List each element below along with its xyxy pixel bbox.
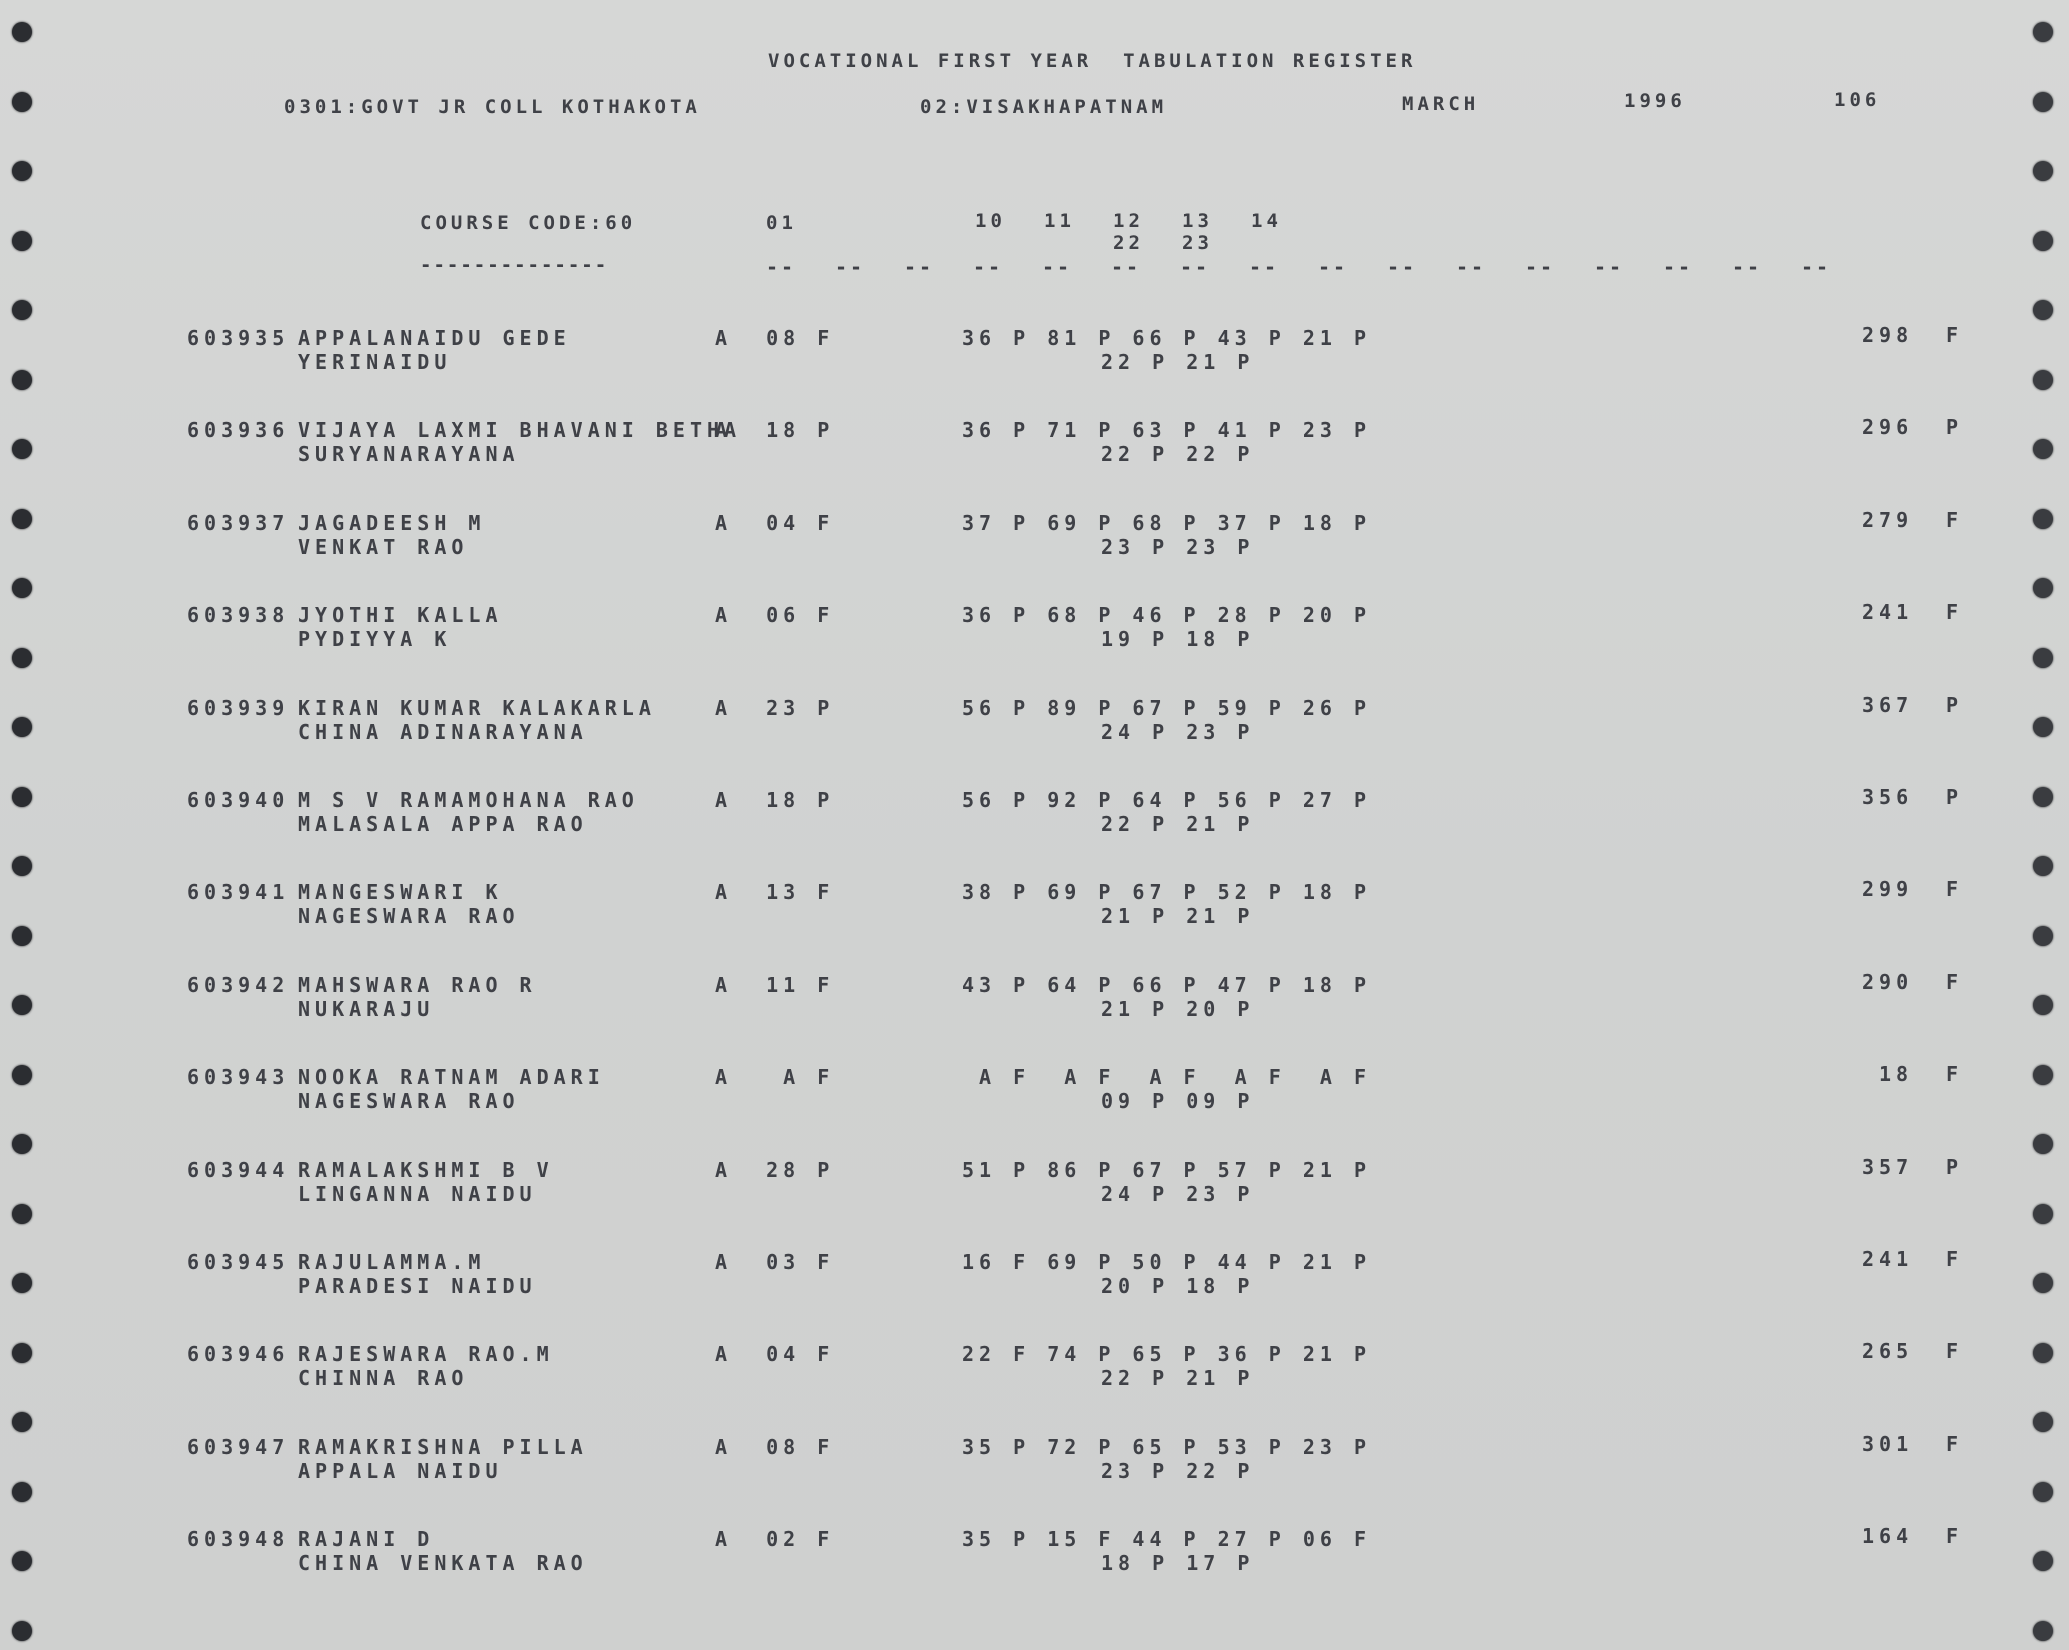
- student-name: APPALANAIDU GEDE: [298, 326, 571, 350]
- student-name: MANGESWARI K: [298, 880, 503, 905]
- column-dash: --: [1525, 255, 1556, 279]
- total-marks: 290: [1862, 969, 1914, 994]
- subject-marks: 16 F 69 P 50 P 44 P 21 P: [962, 1250, 1371, 1274]
- subject-01-mark: A 08 F: [715, 1434, 835, 1459]
- student-name: M S V RAMAMOHANA RAO: [298, 788, 639, 812]
- subject-sub-marks: 21 P 20 P: [1101, 996, 1255, 1021]
- tractor-hole: [12, 1343, 32, 1363]
- subject-sub-marks: 23 P 22 P: [1101, 1458, 1255, 1483]
- subject-marks: 36 P 68 P 46 P 28 P 20 P: [962, 603, 1371, 628]
- tractor-hole: [2033, 648, 2053, 668]
- subject-01-mark: A A F: [715, 1065, 835, 1090]
- student-name: RAJESWARA RAO.M: [298, 1342, 554, 1367]
- roll-number: 603944: [187, 1157, 290, 1182]
- right-tractor-holes: [2021, 0, 2061, 1650]
- tractor-hole: [12, 787, 32, 807]
- column-dash: --: [1180, 255, 1211, 279]
- tractor-hole: [12, 1412, 32, 1432]
- register-title: VOCATIONAL FIRST YEAR TABULATION REGISTER: [768, 50, 1417, 72]
- column-23: 23: [1182, 232, 1213, 254]
- result: P: [1946, 1154, 1964, 1179]
- father-name: YERINAIDU: [298, 350, 452, 374]
- father-name: VENKAT RAO: [298, 534, 469, 559]
- result: F: [1946, 877, 1964, 902]
- tractor-hole: [12, 995, 32, 1015]
- total-marks: 298: [1862, 323, 1914, 347]
- column-dash: --: [1801, 255, 1832, 279]
- column-dash: --: [766, 255, 797, 279]
- roll-number: 603946: [187, 1342, 290, 1367]
- tractor-hole: [12, 1551, 32, 1571]
- father-name: NAGESWARA RAO: [298, 1089, 520, 1114]
- total-marks: 241: [1862, 600, 1914, 625]
- total-marks: 265: [1862, 1339, 1914, 1364]
- column-12: 12: [1113, 210, 1144, 232]
- roll-number: 603935: [187, 326, 290, 350]
- result: P: [1946, 415, 1964, 440]
- total-marks: 301: [1862, 1431, 1914, 1456]
- column-14: 14: [1251, 210, 1282, 232]
- roll-number: 603942: [187, 972, 290, 997]
- subject-01-mark: A 13 F: [715, 880, 835, 905]
- subject-01-mark: A 23 P: [715, 695, 835, 720]
- roll-number: 603945: [187, 1250, 290, 1274]
- tractor-hole: [12, 1204, 32, 1224]
- tractor-hole: [12, 856, 32, 876]
- tractor-hole: [12, 161, 32, 181]
- roll-number: 603939: [187, 695, 290, 720]
- student-name: JAGADEESH M: [298, 510, 486, 535]
- student-name: RAMALAKSHMI B V: [298, 1157, 554, 1182]
- father-name: PYDIYYA K: [298, 627, 452, 652]
- course-code-label: COURSE CODE:60: [420, 212, 637, 234]
- column-22: 22: [1113, 232, 1144, 254]
- total-marks: 296: [1862, 415, 1914, 440]
- subject-sub-marks: 18 P 17 P: [1101, 1551, 1255, 1576]
- roll-number: 603947: [187, 1434, 290, 1459]
- column-13: 13: [1182, 210, 1213, 232]
- tractor-hole: [2033, 1343, 2053, 1363]
- subject-01-mark: A 28 P: [715, 1157, 835, 1182]
- student-name: KIRAN KUMAR KALAKARLA: [298, 695, 656, 720]
- column-dash: --: [973, 255, 1004, 279]
- total-marks: 357: [1862, 1154, 1914, 1179]
- result: F: [1946, 1431, 1964, 1456]
- exam-month: MARCH: [1402, 93, 1480, 115]
- total-marks: 367: [1862, 692, 1914, 717]
- subject-marks: A F A F A F A F A F: [962, 1065, 1371, 1090]
- total-marks: 18: [1879, 1062, 1914, 1087]
- tractor-hole: [12, 717, 32, 737]
- student-name: NOOKA RATNAM ADARI: [298, 1065, 605, 1090]
- subject-marks: 38 P 69 P 67 P 52 P 18 P: [962, 880, 1371, 905]
- tractor-hole: [12, 578, 32, 598]
- father-name: SURYANARAYANA: [298, 442, 520, 467]
- subject-01-mark: A 04 F: [715, 510, 835, 535]
- tractor-hole: [2033, 231, 2053, 251]
- tractor-hole: [2033, 717, 2053, 737]
- subject-marks: 37 P 69 P 68 P 37 P 18 P: [962, 510, 1371, 535]
- subject-01-mark: A 03 F: [715, 1250, 835, 1274]
- result: F: [1946, 1339, 1964, 1364]
- tractor-hole: [12, 926, 32, 946]
- column-10: 10: [975, 210, 1006, 232]
- column-dash: --: [1042, 255, 1073, 279]
- tractor-hole: [12, 1134, 32, 1154]
- tractor-hole: [2033, 370, 2053, 390]
- result: P: [1946, 692, 1964, 717]
- tractor-hole: [2033, 1412, 2053, 1432]
- father-name: NAGESWARA RAO: [298, 904, 520, 929]
- total-marks: 356: [1862, 785, 1914, 809]
- father-name: CHINA VENKATA RAO: [298, 1551, 588, 1576]
- result: F: [1946, 507, 1964, 532]
- course-code-underline: --------------: [420, 254, 609, 276]
- roll-number: 603940: [187, 788, 290, 812]
- roll-number: 603943: [187, 1065, 290, 1090]
- tractor-hole: [2033, 1551, 2053, 1571]
- tractor-hole: [2033, 578, 2053, 598]
- subject-sub-marks: 09 P 09 P: [1101, 1089, 1255, 1114]
- result: F: [1946, 1247, 1964, 1271]
- column-dash: --: [1732, 255, 1763, 279]
- tractor-hole: [2033, 92, 2053, 112]
- column-dash: --: [1318, 255, 1349, 279]
- tractor-hole: [2033, 1065, 2053, 1085]
- subject-01-mark: A 04 F: [715, 1342, 835, 1367]
- column-dash: --: [1663, 255, 1694, 279]
- tractor-hole: [2033, 856, 2053, 876]
- tractor-hole: [2033, 995, 2053, 1015]
- subject-sub-marks: 22 P 22 P: [1101, 442, 1255, 467]
- total-marks: 279: [1862, 507, 1914, 532]
- student-name: JYOTHI KALLA: [298, 603, 503, 628]
- tractor-hole: [2033, 1273, 2053, 1293]
- father-name: PARADESI NAIDU: [298, 1274, 537, 1298]
- roll-number: 603937: [187, 510, 290, 535]
- subject-marks: 35 P 72 P 65 P 53 P 23 P: [962, 1434, 1371, 1459]
- subject-01-mark: A 11 F: [715, 972, 835, 997]
- father-name: APPALA NAIDU: [298, 1458, 503, 1483]
- subject-marks: 51 P 86 P 67 P 57 P 21 P: [962, 1157, 1371, 1182]
- roll-number: 603941: [187, 880, 290, 905]
- subject-marks: 36 P 71 P 63 P 41 P 23 P: [962, 418, 1371, 443]
- tractor-hole: [12, 1065, 32, 1085]
- tractor-hole: [12, 92, 32, 112]
- result: F: [1946, 1524, 1964, 1549]
- roll-number: 603936: [187, 418, 290, 443]
- tractor-hole: [12, 300, 32, 320]
- subject-sub-marks: 21 P 21 P: [1101, 904, 1255, 929]
- subject-01-mark: A 08 F: [715, 326, 835, 350]
- column-11: 11: [1044, 210, 1075, 232]
- father-name: LINGANNA NAIDU: [298, 1181, 537, 1206]
- father-name: CHINA ADINARAYANA: [298, 719, 588, 744]
- subject-01-mark: A 18 P: [715, 788, 835, 812]
- total-marks: 241: [1862, 1247, 1914, 1271]
- subject-01-mark: A 18 P: [715, 418, 835, 443]
- page-number: 106: [1834, 89, 1881, 111]
- subject-sub-marks: 23 P 23 P: [1101, 534, 1255, 559]
- result: F: [1946, 600, 1964, 625]
- tractor-hole: [2033, 300, 2053, 320]
- tractor-hole: [2033, 439, 2053, 459]
- column-dash: --: [1111, 255, 1142, 279]
- column-dash: --: [904, 255, 935, 279]
- tractor-hole: [2033, 926, 2053, 946]
- father-name: MALASALA APPA RAO: [298, 812, 588, 836]
- tractor-hole: [2033, 1134, 2053, 1154]
- tractor-hole: [2033, 1621, 2053, 1641]
- tractor-hole: [2033, 1482, 2053, 1502]
- tractor-hole: [12, 509, 32, 529]
- column-01: 01: [766, 212, 797, 234]
- subject-01-mark: A 06 F: [715, 603, 835, 628]
- total-marks: 299: [1862, 877, 1914, 902]
- subject-marks: 56 P 92 P 64 P 56 P 27 P: [962, 788, 1371, 812]
- tractor-hole: [12, 231, 32, 251]
- subject-marks: 43 P 64 P 66 P 47 P 18 P: [962, 972, 1371, 997]
- left-tractor-holes: [8, 0, 48, 1650]
- tractor-hole: [12, 22, 32, 42]
- subject-sub-marks: 24 P 23 P: [1101, 1181, 1255, 1206]
- district-code-name: 02:VISAKHAPATNAM: [920, 96, 1168, 118]
- tractor-hole: [12, 439, 32, 459]
- subject-sub-marks: 22 P 21 P: [1101, 350, 1255, 374]
- college-code-name: 0301:GOVT JR COLL KOTHAKOTA: [284, 96, 701, 118]
- result: F: [1946, 1062, 1964, 1087]
- result: F: [1946, 969, 1964, 994]
- column-dash: --: [1456, 255, 1487, 279]
- subject-sub-marks: 22 P 21 P: [1101, 1366, 1255, 1391]
- roll-number: 603948: [187, 1527, 290, 1552]
- tractor-hole: [2033, 22, 2053, 42]
- student-name: RAJANI D: [298, 1527, 435, 1552]
- tractor-hole: [12, 1482, 32, 1502]
- tractor-hole: [2033, 509, 2053, 529]
- total-marks: 164: [1862, 1524, 1914, 1549]
- subject-marks: 56 P 89 P 67 P 59 P 26 P: [962, 695, 1371, 720]
- student-name: RAMAKRISHNA PILLA: [298, 1434, 588, 1459]
- exam-year: 1996: [1624, 90, 1686, 112]
- tractor-hole: [2033, 161, 2053, 181]
- subject-sub-marks: 22 P 21 P: [1101, 812, 1255, 836]
- tractor-hole: [12, 1273, 32, 1293]
- subject-sub-marks: 19 P 18 P: [1101, 627, 1255, 652]
- subject-sub-marks: 20 P 18 P: [1101, 1274, 1255, 1298]
- tractor-hole: [12, 370, 32, 390]
- tractor-hole: [12, 1621, 32, 1641]
- column-dash: --: [835, 255, 866, 279]
- subject-marks: 22 F 74 P 65 P 36 P 21 P: [962, 1342, 1371, 1367]
- subject-01-mark: A 02 F: [715, 1527, 835, 1552]
- student-name: RAJULAMMA.M: [298, 1250, 486, 1274]
- father-name: CHINNA RAO: [298, 1366, 469, 1391]
- column-dash: --: [1249, 255, 1280, 279]
- result: P: [1946, 785, 1964, 809]
- roll-number: 603938: [187, 603, 290, 628]
- tractor-hole: [2033, 1204, 2053, 1224]
- subject-marks: 36 P 81 P 66 P 43 P 21 P: [962, 326, 1371, 350]
- tractor-hole: [2033, 787, 2053, 807]
- subject-sub-marks: 24 P 23 P: [1101, 719, 1255, 744]
- tractor-hole: [12, 648, 32, 668]
- column-dash: --: [1594, 255, 1625, 279]
- column-dash: --: [1387, 255, 1418, 279]
- student-name: VIJAYA LAXMI BHAVANI BETHA: [298, 418, 742, 443]
- father-name: NUKARAJU: [298, 996, 435, 1021]
- student-name: MAHSWARA RAO R: [298, 972, 537, 997]
- result: F: [1946, 323, 1964, 347]
- subject-marks: 35 P 15 F 44 P 27 P 06 F: [962, 1527, 1371, 1552]
